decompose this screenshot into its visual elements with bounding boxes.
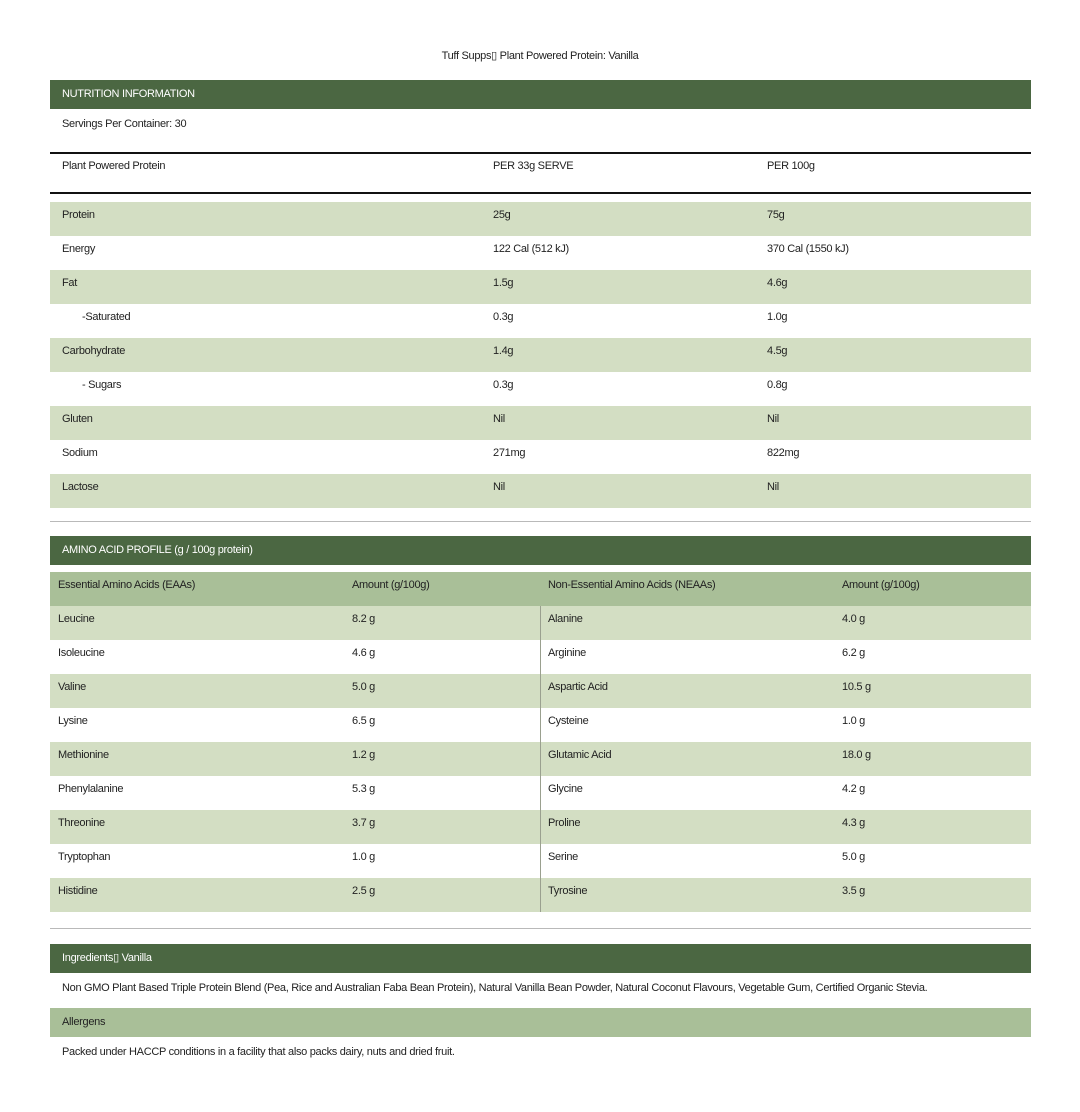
eaa-amount: 2.5 g: [352, 885, 375, 897]
eaa-name: Leucine: [58, 613, 95, 625]
per-serve-value: 1.5g: [493, 277, 514, 289]
neaa-name: Tyrosine: [548, 885, 588, 897]
nutrition-row: [50, 236, 1031, 270]
allergens-text: Packed under HACCP conditions in a facility that also packs dairy, nuts and dried fruit.: [62, 1046, 455, 1058]
section-divider: [50, 928, 1031, 929]
eaa-name: Threonine: [58, 817, 105, 829]
per-serve-value: 25g: [493, 209, 511, 221]
nutrition-row: [50, 304, 1031, 338]
column-header: PER 33g SERVE: [493, 160, 574, 172]
allergens-heading: Allergens: [50, 1008, 1031, 1037]
nutrition-row: [50, 270, 1031, 304]
column-header: PER 100g: [767, 160, 815, 172]
per-serve-value: 271mg: [493, 447, 526, 459]
amino-section: [50, 536, 1031, 929]
nutrition-row: [50, 440, 1031, 474]
neaa-amount: 1.0 g: [842, 715, 865, 727]
per-serve-value: 0.3g: [493, 379, 514, 391]
nutrient-name: -Saturated: [82, 311, 131, 323]
per-100g-value: Nil: [767, 413, 779, 425]
neaa-name: Glycine: [548, 783, 583, 795]
eaa-name: Methionine: [58, 749, 109, 761]
neaa-name: Arginine: [548, 647, 586, 659]
nutrition-row: [50, 202, 1031, 236]
nutrition-heading: NUTRITION INFORMATION: [50, 80, 1031, 109]
nutrient-name: Energy: [62, 243, 96, 255]
nutrition-column-headers: [50, 154, 1031, 192]
eaa-amount: 4.6 g: [352, 647, 375, 659]
eaa-name: Tryptophan: [58, 851, 111, 863]
column-divider: [540, 606, 541, 912]
ingredients-text: Non GMO Plant Based Triple Protein Blend (Pea, Rice and Australian Faba Bean Protein), Natural Vanilla Bean Powder, Natural Coconut Flavours, Vegetable Gum, Certified Organic Stevia.: [62, 982, 928, 994]
section-divider: [50, 521, 1031, 522]
neaa-name: Alanine: [548, 613, 583, 625]
neaa-amount: 3.5 g: [842, 885, 865, 897]
nutrition-row: [50, 372, 1031, 406]
eaa-amount: 3.7 g: [352, 817, 375, 829]
neaa-name: Aspartic Acid: [548, 681, 608, 693]
amino-heading: AMINO ACID PROFILE (g / 100g protein): [50, 536, 1031, 565]
amino-column-headers: [50, 572, 1031, 606]
column-header: Amount (g/100g): [352, 579, 430, 591]
nutrient-name: Carbohydrate: [62, 345, 126, 357]
eaa-amount: 5.0 g: [352, 681, 375, 693]
nutrient-name: Sodium: [62, 447, 98, 459]
per-100g-value: Nil: [767, 481, 779, 493]
servings-label: Servings Per Container:: [62, 118, 172, 130]
neaa-name: Glutamic Acid: [548, 749, 612, 761]
per-serve-value: Nil: [493, 481, 505, 493]
neaa-amount: 6.2 g: [842, 647, 865, 659]
eaa-amount: 1.0 g: [352, 851, 375, 863]
eaa-amount: 1.2 g: [352, 749, 375, 761]
ingredients-heading: Ingredients▯ Vanilla: [50, 944, 1031, 973]
nutrient-name: Lactose: [62, 481, 99, 493]
servings-value: 30: [174, 118, 187, 130]
per-100g-value: 370 Cal (1550 kJ): [767, 243, 849, 255]
nutrition-row: [50, 338, 1031, 372]
per-serve-value: 122 Cal (512 kJ): [493, 243, 569, 255]
eaa-amount: 6.5 g: [352, 715, 375, 727]
amino-table-body: [50, 606, 1031, 912]
neaa-name: Proline: [548, 817, 581, 829]
eaa-name: Lysine: [58, 715, 88, 727]
per-100g-value: 822mg: [767, 447, 800, 459]
neaa-amount: 10.5 g: [842, 681, 871, 693]
eaa-amount: 5.3 g: [352, 783, 375, 795]
eaa-name: Phenylalanine: [58, 783, 124, 795]
eaa-name: Isoleucine: [58, 647, 105, 659]
per-100g-value: 1.0g: [767, 311, 788, 323]
eaa-amount: 8.2 g: [352, 613, 375, 625]
nutrition-row: [50, 406, 1031, 440]
ingredients-section: [50, 944, 1031, 1068]
per-serve-value: 0.3g: [493, 311, 514, 323]
nutrition-rows: [50, 202, 1031, 508]
neaa-amount: 18.0 g: [842, 749, 871, 761]
eaa-name: Valine: [58, 681, 86, 693]
eaa-name: Histidine: [58, 885, 98, 897]
per-serve-value: 1.4g: [493, 345, 514, 357]
neaa-amount: 4.2 g: [842, 783, 865, 795]
column-header: Essential Amino Acids (EAAs): [58, 579, 196, 591]
neaa-name: Cysteine: [548, 715, 589, 727]
per-serve-value: Nil: [493, 413, 505, 425]
per-100g-value: 75g: [767, 209, 785, 221]
column-header: Amount (g/100g): [842, 579, 920, 591]
per-100g-value: 0.8g: [767, 379, 788, 391]
per-100g-value: 4.5g: [767, 345, 788, 357]
neaa-name: Serine: [548, 851, 578, 863]
servings-line: [50, 109, 1031, 140]
column-header: Non-Essential Amino Acids (NEAAs): [548, 579, 716, 591]
nutrient-name: Protein: [62, 209, 95, 221]
column-header: Plant Powered Protein: [62, 160, 166, 172]
nutrition-section: [50, 80, 1031, 522]
nutrient-name: Fat: [62, 277, 77, 289]
page-title: Tuff Supps▯ Plant Powered Protein: Vanilla: [441, 50, 639, 62]
neaa-amount: 4.0 g: [842, 613, 865, 625]
neaa-amount: 5.0 g: [842, 851, 865, 863]
nutrient-name: Gluten: [62, 413, 93, 425]
nutrition-row: [50, 474, 1031, 508]
nutrient-name: - Sugars: [82, 379, 122, 391]
neaa-amount: 4.3 g: [842, 817, 865, 829]
per-100g-value: 4.6g: [767, 277, 788, 289]
